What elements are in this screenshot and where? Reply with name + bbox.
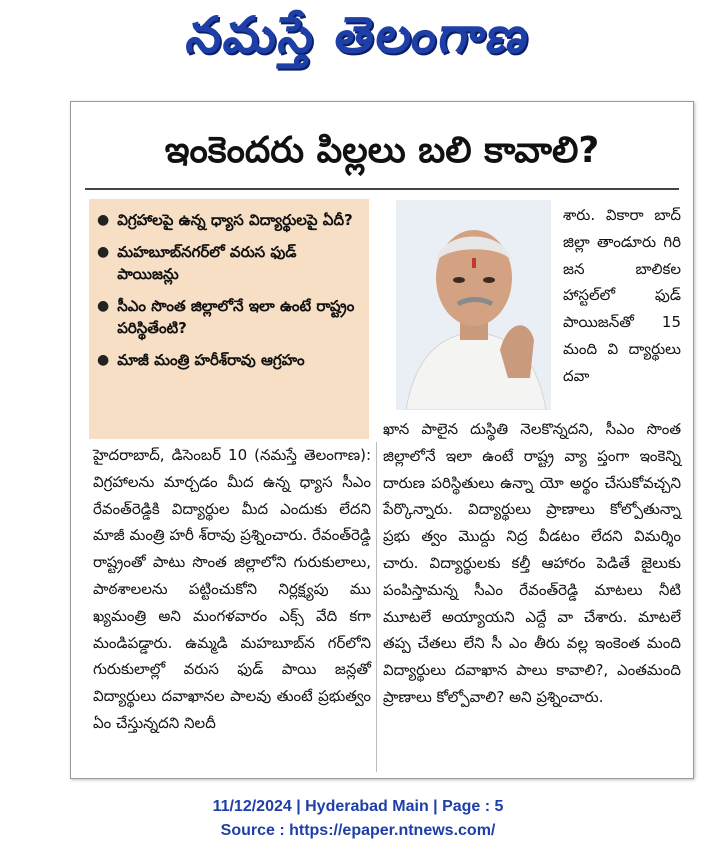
edition-line: 11/12/2024 | Hyderabad Main | Page : 5 [212,798,504,815]
article-clipping [70,101,694,779]
body-column-left: హైదరాబాద్, డిసెంబర్ 10 (నమస్తే తెలంగాణ): విగ్రహాలను మార్చడం మీద ఉన్న ధ్యాస సీఎం రేవంత్‌రెడ్డికి విద్యార్థుల మీద ఎందుకు లేదని మాజీ మంత్రి హరీ శ్‌రావు ప్రశ్నించారు. రేవంత్‌రెడ్డి రాష్ట్రంతో పాటు సొంత జిల్లాలోని గురుకులాలు, పాఠశాలలను పట్టించుకోని నిర్లక్ష్యపు ము ఖ్యమంత్రి అని మంగళవారం ఎక్స్ వేది కగా మండిపడ్డారు. ఉమ్మడి మహబూబ్‌న గర్‌లోని గురుకులాల్లో వరుస ఫుడ్ పాయి జన్లతో విద్యార్థులు దవాఖానల పాలవు తుంటే ప్రభుత్వం ఏం చేస్తున్నదని నిలదీ [93,446,371,732]
masthead-logo: నమస్తే తెలంగాణ [183,6,535,64]
highlight-text: విగ్రహాలపై ఉన్న ధ్యాస విద్యార్థులపై ఏదీ? [117,211,353,229]
highlight-text: సీఎం సొంత జిల్లాలోనే ఇలా ఉంటే రాష్ట్రం పరిస్థితేంటి? [117,297,355,337]
highlight-text: మాజీ మంత్రి హరీశ్‌రావు ఆగ్రహం [117,351,305,369]
column-divider [376,442,377,772]
bullet-icon: ● [97,212,110,228]
highlight-item [97,209,361,231]
portrait-photo [396,200,551,410]
bullet-icon: ● [97,244,110,260]
body-column-right: ఖాన పాలైన దుస్థితి నెలకొన్నదని, సీఎం సొంత జిల్లాలోనే ఇలా ఉంటే రాష్ట్ర వ్యా ప్తంగా ఇంకెన్ని దారుణ పరిస్థితులు ఉన్నా యో అర్థం చేసుకోవచ్చని పేర్కొన్నారు. విద్యార్థులు ప్రాణాలు కోల్పోతున్నా ప్రభు త్వం మొద్దు నిద్ర వీడటం లేదని విమర్శిం చారు. విద్యార్థులకు కల్తీ ఆహారం పెడితే జైలుకు పంపిస్తామన్న సీఎం రేవంత్‌రెడ్డి మాటలు నీటి మూటలే అయ్యాయని ఎద్దే వా చేశారు. మాటలే తప్ప చేతలు లేని సీ ఎం తీరు వల్ల ఇంకెంత మంది విద్యార్థులు దవాఖాన పాలు కావాలి?, ఎంతమంది ప్రాణాలు కోల్పోవాలి? అని ప్రశ్నించారు. [383,420,681,706]
body-column-right-top: శారు. వికారా బాద్ జిల్లా తాండూరు గిరి జన బాలికల హాస్టల్‌లో ఫుడ్ పాయిజన్‌తో 15 మంది వి ద్యార్థులు దవా [563,206,681,385]
footer [0,795,716,843]
headline: ఇంకెందరు పిల్లలు బలి కావాలి? [164,130,600,171]
highlight-item [97,295,361,339]
bullet-icon: ● [97,298,110,314]
portrait-illustration [396,200,551,410]
headline-rule [85,188,679,190]
bullet-icon: ● [97,352,110,368]
masthead [0,0,716,90]
highlight-item [97,349,361,371]
highlight-item [97,241,361,285]
highlights-box [89,199,369,439]
source-line: Source : https://epaper.ntnews.com/ [220,822,496,839]
highlight-text: మహబూబ్‌నగర్‌లో వరుస ఫుడ్ పాయిజన్లు [117,243,297,283]
